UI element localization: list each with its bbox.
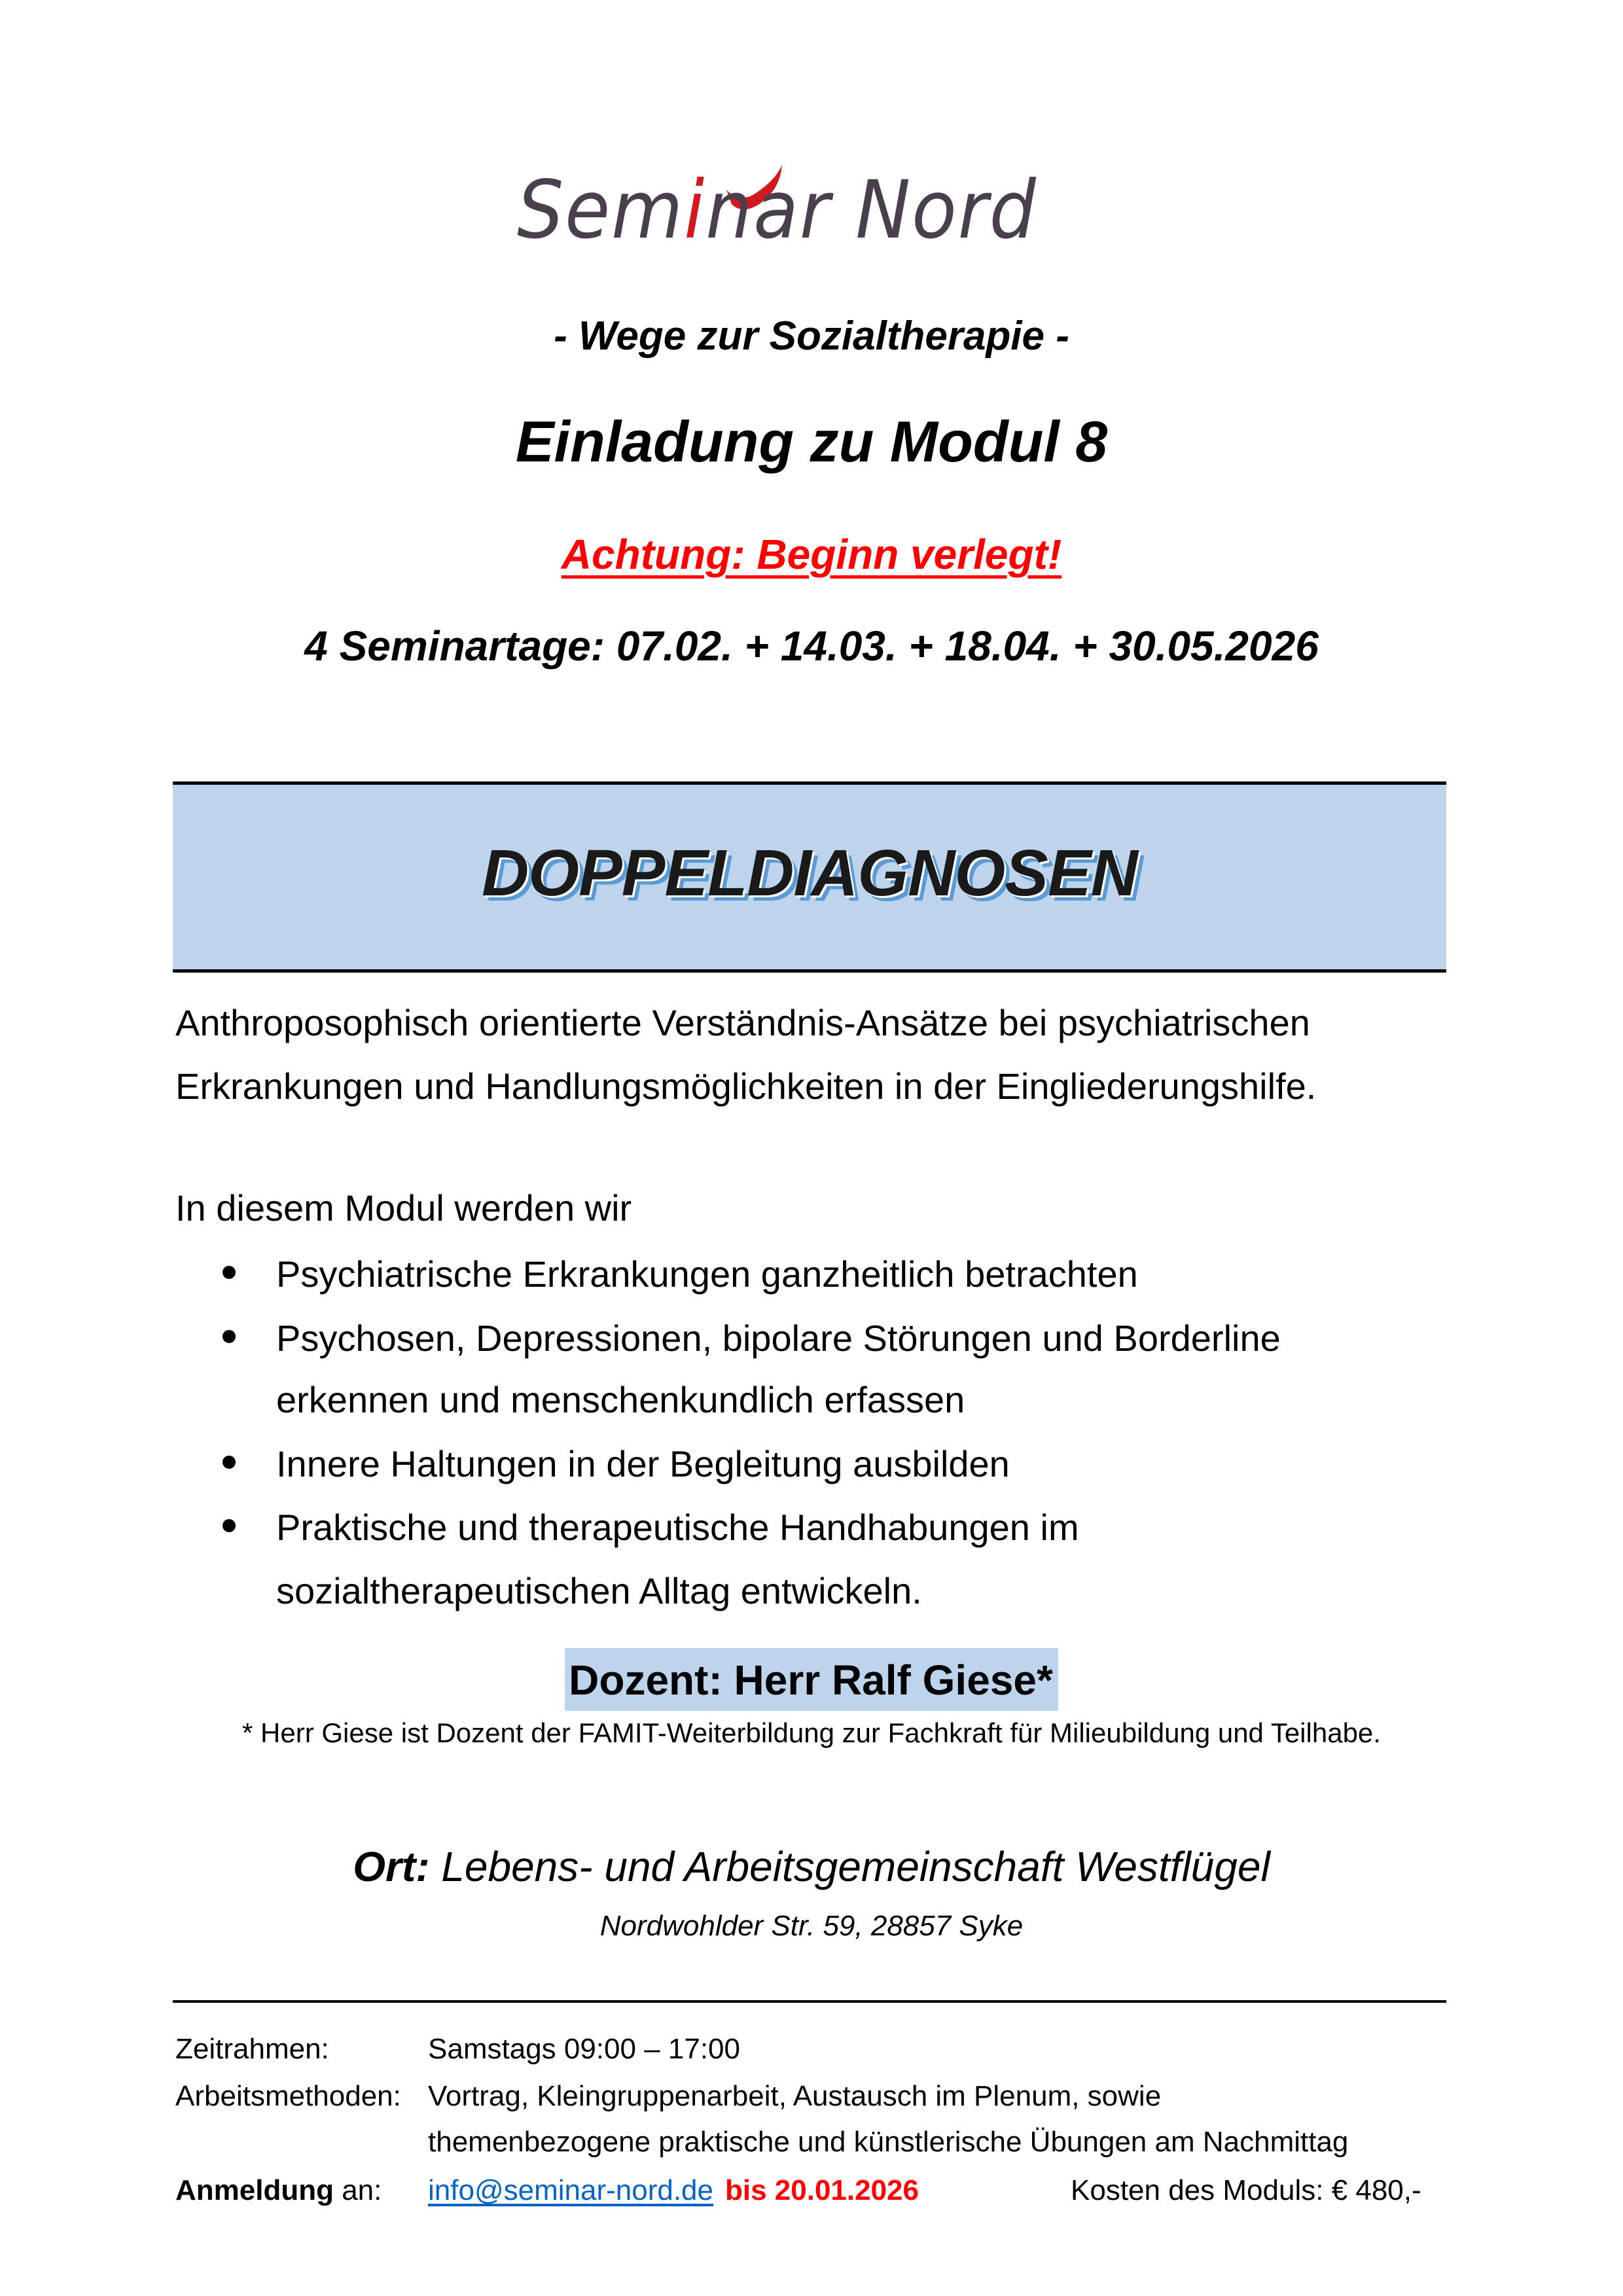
email-link[interactable]: info@seminar-nord.de	[428, 2174, 713, 2206]
methods-label: Arbeitsmethoden:	[175, 2080, 401, 2112]
intro-line-1: Anthroposophisch orientierte Verständnis-Ansätze bei psychiatrischen	[175, 1002, 1310, 1043]
registration-value	[428, 2174, 919, 2207]
bullet-icon	[223, 1456, 236, 1469]
list-item-text: erkennen und menschenkundlich erfassen	[276, 1379, 965, 1420]
topic-banner	[173, 781, 1446, 973]
registration-label	[175, 2174, 382, 2207]
list-item-text: Psychiatrische Erkrankungen ganzheitlich betrachten	[276, 1253, 1138, 1295]
topic-title: DOPPELDIAGNOSEN	[482, 836, 1137, 910]
seminar-nord-logo	[517, 164, 1106, 268]
page-title: Einladung zu Modul 8	[515, 409, 1108, 474]
list-item-text: Psychosen, Depressionen, bipolare Störungen und Borderline	[276, 1318, 1281, 1359]
registration-label-bold: Anmeldung	[175, 2174, 334, 2206]
lecturer	[0, 1648, 1623, 1711]
list-item-text: Innere Haltungen in der Begleitung ausbilden	[276, 1443, 1010, 1484]
lecturer-label: Dozent: Herr Ralf Giese*	[565, 1648, 1058, 1711]
methods-value: Vortrag, Kleingruppenarbeit, Austausch im Plenum, sowie	[428, 2080, 1162, 2112]
bullet-icon	[223, 1519, 236, 1532]
logo-accent-letter: i	[684, 164, 706, 257]
logo-part2: nar Nord	[705, 164, 1037, 257]
bullet-icon	[223, 1330, 236, 1343]
seminar-dates: 4 Seminartage: 07.02. + 14.03. + 18.04. + 30.05.2026	[304, 622, 1319, 670]
bullet-icon	[223, 1266, 236, 1279]
divider	[173, 2000, 1446, 2003]
registration-deadline: bis 20.01.2026	[724, 2174, 919, 2206]
location-name: Lebens- und Arbeitsgemeinschaft Westflügel	[441, 1843, 1270, 1890]
module-cost: Kosten des Moduls: € 480,-	[1071, 2174, 1421, 2206]
time-label: Zeitrahmen:	[175, 2033, 329, 2065]
lecturer-footnote: * Herr Giese ist Dozent der FAMIT-Weiterbildung zur Fachkraft für Milieubildung und Teilhabe.	[242, 1717, 1381, 1748]
methods-value: themenbezogene praktische und künstlerische Übungen am Nachmittag	[428, 2126, 1349, 2158]
alert-text: Achtung: Beginn verlegt!	[561, 531, 1062, 578]
intro-line-2: Erkrankungen und Handlungsmöglichkeiten in der Eingliederungshilfe.	[175, 1066, 1317, 1107]
location-address: Nordwohlder Str. 59, 28857 Syke	[599, 1910, 1024, 1942]
subtitle: - Wege zur Sozialtherapie -	[554, 314, 1069, 359]
location	[0, 1842, 1623, 1891]
time-value: Samstags 09:00 – 17:00	[428, 2033, 740, 2065]
logo-wordmark	[517, 164, 1037, 257]
logo-part1: Sem	[517, 164, 685, 257]
alert-notice	[0, 530, 1623, 579]
list-item-text: Praktische und therapeutische Handhabungen im	[276, 1507, 1079, 1548]
list-item-text: sozialtherapeutischen Alltag entwickeln.	[276, 1570, 922, 1611]
intro-lead: In diesem Modul werden wir	[175, 1187, 632, 1229]
registration-label-rest: an:	[333, 2174, 382, 2206]
location-label: Ort:	[353, 1843, 430, 1890]
